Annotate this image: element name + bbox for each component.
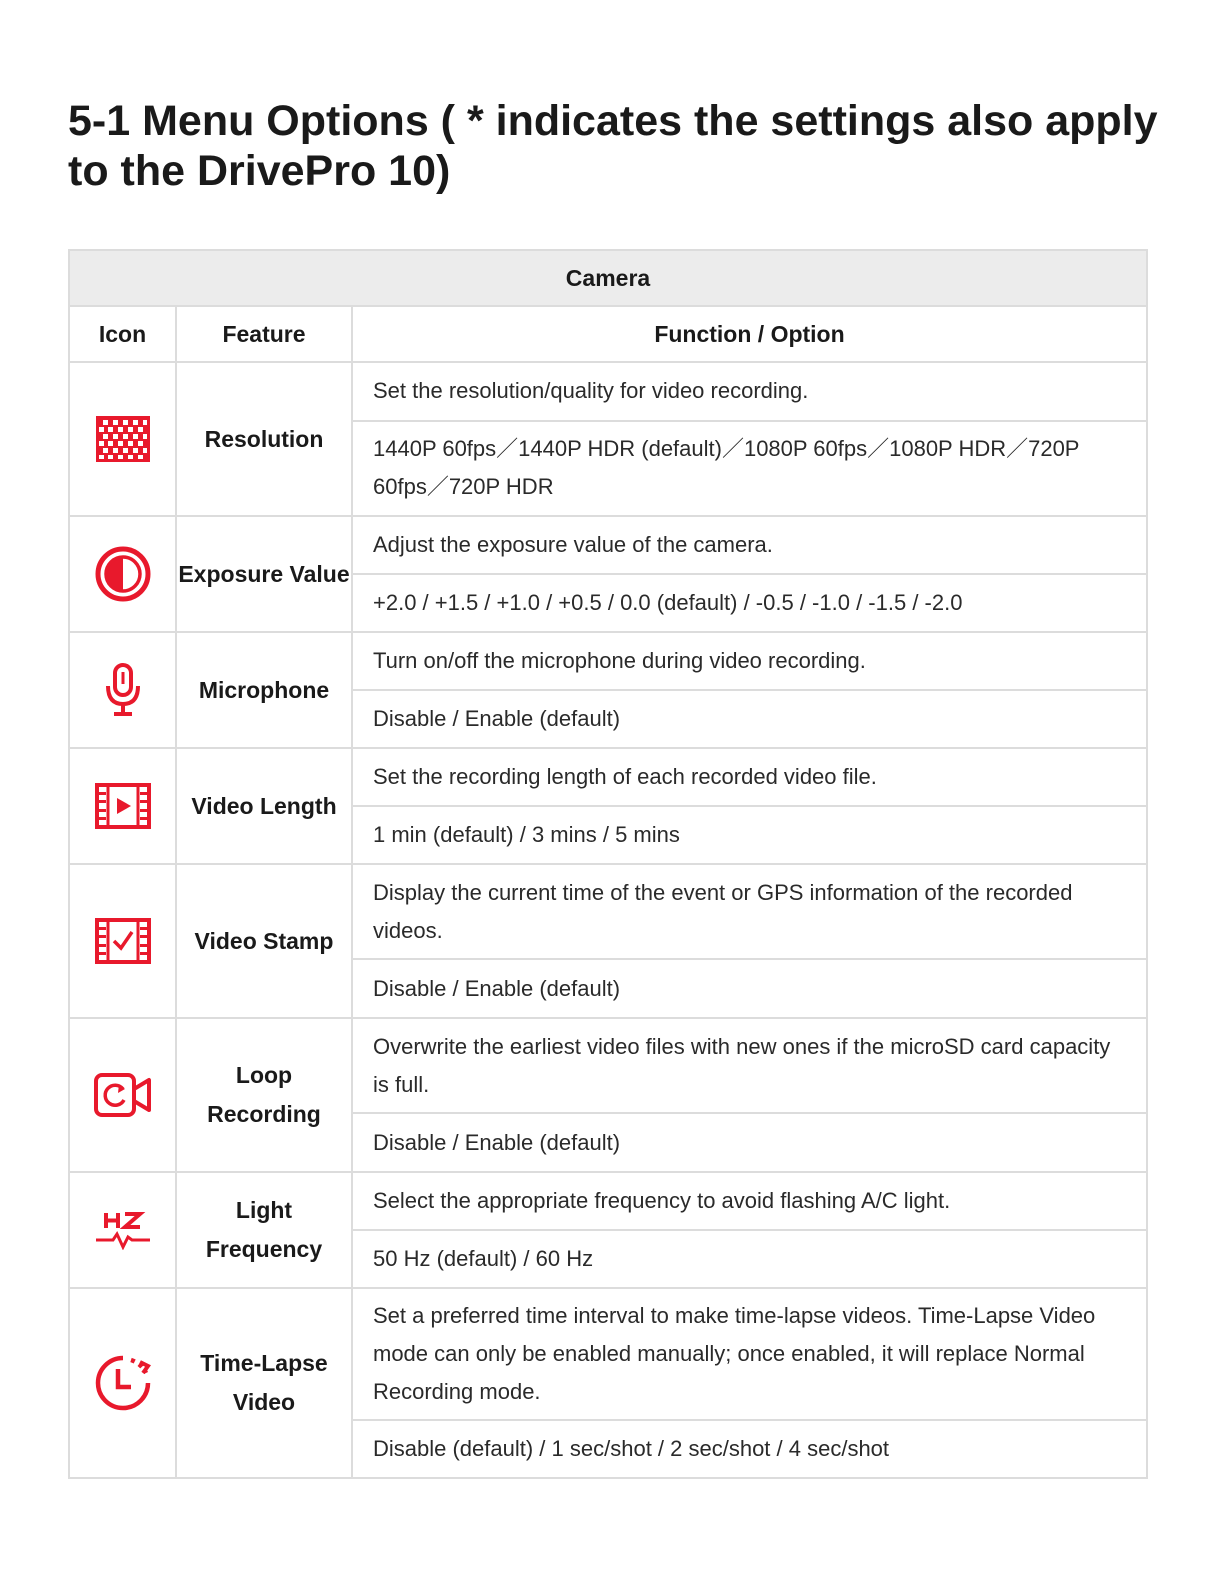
function-description: Set a preferred time interval to make time-lapse videos. Time-Lapse Video mode can only be enabled manually; once enabled, it will replace Normal Recording mode. [352, 1288, 1147, 1420]
function-description: Select the appropriate frequency to avoid flashing A/C light. [352, 1172, 1147, 1230]
icon-cell [69, 516, 176, 632]
function-description: Adjust the exposure value of the camera. [352, 516, 1147, 574]
feature-label: Video Stamp [176, 864, 352, 1018]
function-options: 1 min (default) / 3 mins / 5 mins [352, 806, 1147, 864]
table-row [69, 1288, 1147, 1420]
icon-cell [69, 362, 176, 516]
function-description: Set the resolution/quality for video recording. [352, 362, 1147, 421]
function-options: Disable / Enable (default) [352, 959, 1147, 1018]
timelapse-clock-icon [93, 1353, 153, 1413]
resolution-checker-icon [96, 416, 150, 462]
table-caption: Camera [69, 250, 1147, 306]
function-description: Turn on/off the microphone during video recording. [352, 632, 1147, 690]
function-description: Set the recording length of each recorded video file. [352, 748, 1147, 806]
icon-cell [69, 864, 176, 1018]
table-row [69, 516, 1147, 574]
column-header-function: Function / Option [352, 306, 1147, 362]
function-options: 1440P 60fps／1440P HDR (default)／1080P 60fps／1080P HDR／720P 60fps／720P HDR [352, 421, 1147, 516]
table-row [69, 1018, 1147, 1113]
page-title: 5-1 Menu Options ( * indicates the settings also apply to the DrivePro 10) [68, 97, 1158, 195]
feature-label: Light Frequency [176, 1172, 352, 1288]
icon-cell [69, 1288, 176, 1478]
feature-label: Resolution [176, 362, 352, 516]
table-row [69, 632, 1147, 690]
microphone-icon [103, 662, 143, 718]
column-header-feature: Feature [176, 306, 352, 362]
icon-cell [69, 748, 176, 864]
function-options: Disable (default) / 1 sec/shot / 2 sec/shot / 4 sec/shot [352, 1420, 1147, 1478]
film-play-icon [95, 783, 151, 829]
menu-options-table [68, 249, 1148, 1479]
table-row [69, 1172, 1147, 1230]
icon-cell [69, 1172, 176, 1288]
icon-cell [69, 632, 176, 748]
function-description: Overwrite the earliest video files with new ones if the microSD card capacity is full. [352, 1018, 1147, 1113]
column-header-icon: Icon [69, 306, 176, 362]
table-row [69, 748, 1147, 806]
table-row [69, 362, 1147, 421]
icon-cell [69, 1018, 176, 1172]
function-options: +2.0 / +1.5 / +1.0 / +0.5 / 0.0 (default) / -0.5 / -1.0 / -1.5 / -2.0 [352, 574, 1147, 632]
feature-label: Video Length [176, 748, 352, 864]
table-row [69, 864, 1147, 959]
feature-label: Exposure Value [176, 516, 352, 632]
function-options: 50 Hz (default) / 60 Hz [352, 1230, 1147, 1288]
loop-camera-icon [94, 1072, 152, 1118]
function-description: Display the current time of the event or GPS information of the recorded videos. [352, 864, 1147, 959]
feature-label: Loop Recording [176, 1018, 352, 1172]
film-check-icon [95, 918, 151, 964]
function-options: Disable / Enable (default) [352, 690, 1147, 748]
exposure-icon [94, 545, 152, 603]
feature-label: Time-Lapse Video [176, 1288, 352, 1478]
feature-label: Microphone [176, 632, 352, 748]
hz-frequency-icon [95, 1210, 151, 1250]
function-options: Disable / Enable (default) [352, 1113, 1147, 1172]
